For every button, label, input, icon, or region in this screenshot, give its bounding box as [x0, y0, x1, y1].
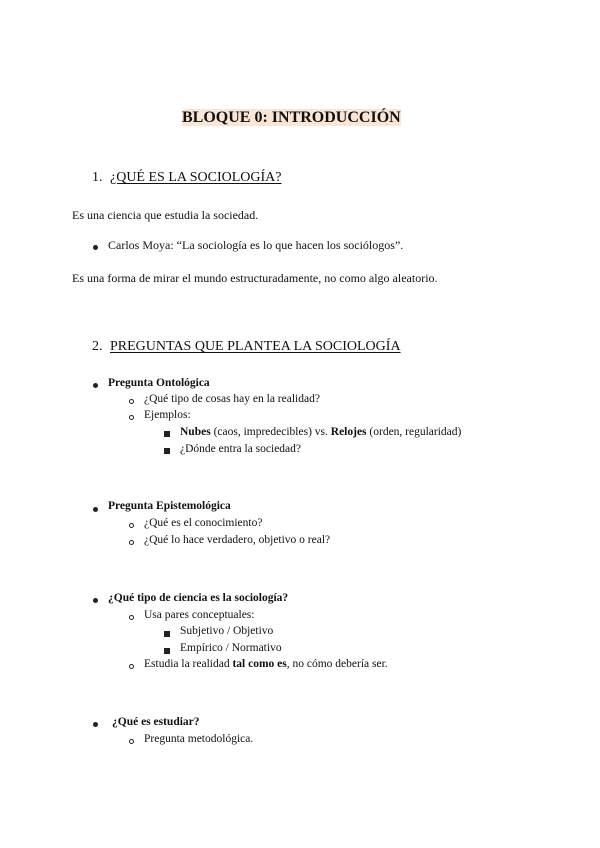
text: (orden, regularidad) — [366, 426, 462, 438]
bold-term: Nubes — [180, 426, 211, 438]
list-item-title: Pregunta Epistemológica — [108, 500, 231, 512]
section-2-number: 2. — [92, 339, 103, 354]
circle-bullet-icon — [129, 615, 134, 620]
list-item: ¿Qué lo hace verdadero, objetivo o real? — [144, 534, 331, 546]
circle-bullet-icon — [129, 540, 134, 545]
section-2-heading — [92, 339, 401, 355]
circle-bullet-icon — [129, 664, 134, 669]
list-item — [180, 426, 461, 438]
paragraph: Es una ciencia que estudia la sociedad. — [72, 208, 259, 222]
square-bullet-icon — [164, 448, 170, 454]
square-bullet-icon — [164, 631, 170, 637]
list-item: Subjetivo / Objetivo — [180, 625, 274, 637]
circle-bullet-icon — [129, 739, 134, 744]
list-item: Empírico / Normativo — [180, 642, 282, 654]
list-item-title: Pregunta Ontológica — [108, 377, 210, 389]
title-text: BLOQUE 0: INTRODUCCIÓN — [182, 109, 401, 126]
list-item: ¿Qué tipo de cosas hay en la realidad? — [144, 393, 320, 405]
list-item: Ejemplos: — [144, 409, 191, 421]
circle-bullet-icon — [129, 399, 134, 404]
list-item-title: ¿Qué es estudiar? — [112, 716, 200, 728]
section-1-heading — [92, 170, 281, 186]
list-item: ¿Qué es el conocimiento? — [144, 517, 263, 529]
section-1-number: 1. — [92, 170, 103, 185]
circle-bullet-icon — [129, 523, 134, 528]
text: Estudia la realidad — [144, 658, 233, 670]
paragraph: Es una forma de mirar el mundo estructuradamente, no como algo aleatorio. — [72, 271, 438, 285]
section-2-heading-text: PREGUNTAS QUE PLANTEA LA SOCIOLOGÍA — [110, 339, 401, 354]
list-item: Carlos Moya: “La sociología es lo que hacen los sociólogos”. — [108, 238, 404, 252]
circle-bullet-icon — [129, 415, 134, 420]
list-item: ¿Dónde entra la sociedad? — [180, 443, 302, 455]
list-item — [144, 658, 388, 670]
square-bullet-icon — [164, 648, 170, 654]
list-item: Usa pares conceptuales: — [144, 609, 255, 621]
page-title — [180, 106, 403, 130]
section-1-heading-text: ¿QUÉ ES LA SOCIOLOGÍA? — [110, 170, 282, 185]
list-item-title: ¿Qué tipo de ciencia es la sociología? — [108, 592, 289, 604]
text: , no cómo debería ser. — [286, 658, 388, 670]
square-bullet-icon — [164, 431, 170, 437]
bold-term: tal como es — [232, 658, 287, 670]
text: (caos, impredecibles) vs. — [210, 426, 331, 438]
list-item: Pregunta metodológica. — [144, 733, 254, 745]
bullet-icon — [93, 507, 98, 512]
bullet-icon — [93, 722, 98, 727]
bullet-icon — [93, 598, 98, 603]
bullet-icon — [93, 245, 98, 250]
bold-term: Relojes — [330, 426, 367, 438]
bullet-icon — [93, 383, 98, 388]
